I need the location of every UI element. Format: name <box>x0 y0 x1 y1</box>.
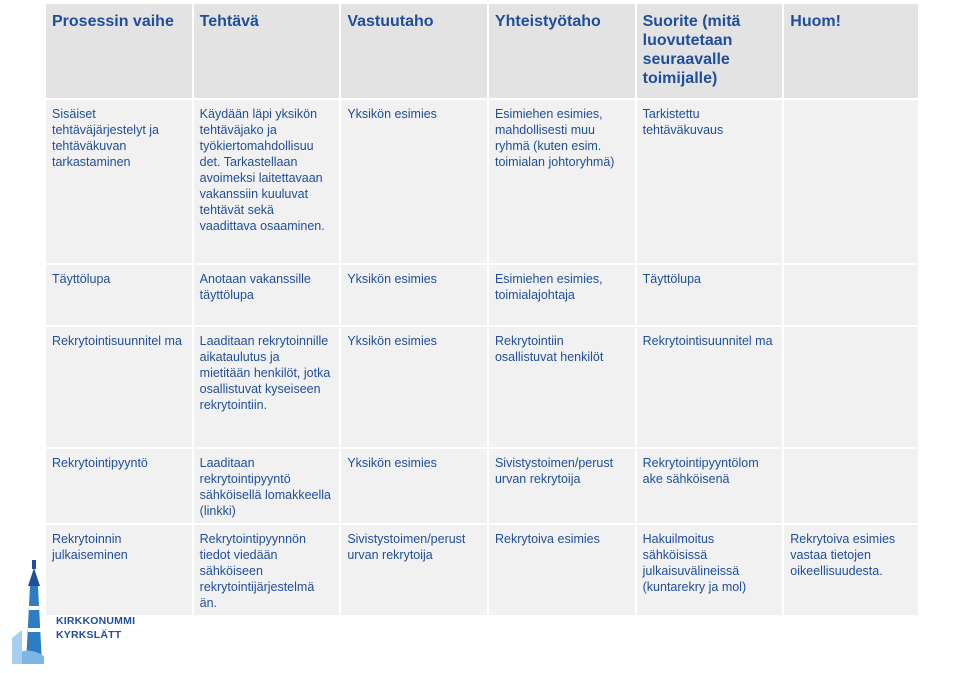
table-cell: Rekrytoiva esimies vastaa tietojen oikeellisuudesta. <box>784 525 918 615</box>
table-cell <box>784 100 918 263</box>
header-cell: Huom! <box>784 4 918 98</box>
table-cell: Tarkistettu tehtäväkuvaus <box>637 100 783 263</box>
logo-line-2: KYRKSLÄTT <box>56 629 122 641</box>
table-cell: Yksikön esimies <box>341 265 487 325</box>
table-cell: Yksikön esimies <box>341 449 487 523</box>
table-cell: Esimiehen esimies, mahdollisesti muu ryhmä (kuten esim. toimialan johtoryhmä) <box>489 100 635 263</box>
table-row <box>46 265 918 325</box>
table-cell: Rekrytoinnin julkaiseminen <box>46 525 192 615</box>
table-cell: Rekrytointisuunnitel ma <box>46 327 192 447</box>
table-cell <box>784 449 918 523</box>
lighthouse-icon <box>12 560 44 664</box>
table-cell: Täyttölupa <box>46 265 192 325</box>
table-cell: Sivistystoimen/perust urvan rekrytoija <box>341 525 487 615</box>
logo-line-1: KIRKKONUMMI <box>56 615 136 627</box>
table-row <box>46 327 918 447</box>
table-cell: Sisäiset tehtäväjärjestelyt ja tehtäväkuvan tarkastaminen <box>46 100 192 263</box>
kirkkonummi-logo <box>8 546 148 666</box>
table-cell: Käydään läpi yksikön tehtäväjako ja työkiertomahdollisuu det. Tarkastellaan avoimeksi laitettavaan vakanssiin kuuluvat tehtävät sekä vaadittava osaaminen. <box>194 100 340 263</box>
table-cell: Rekrytoiva esimies <box>489 525 635 615</box>
table-cell: Esimiehen esimies, toimialajohtaja <box>489 265 635 325</box>
table-cell: Hakuilmoitus sähköisissä julkaisuvälineissä (kuntarekry ja mol) <box>637 525 783 615</box>
header-cell: Yhteistyötaho <box>489 4 635 98</box>
table-cell <box>784 327 918 447</box>
table-cell: Rekrytointipyyntölom ake sähköisenä <box>637 449 783 523</box>
table-cell: Rekrytointisuunnitel ma <box>637 327 783 447</box>
table-cell: Yksikön esimies <box>341 327 487 447</box>
table-cell: Laaditaan rekrytointipyyntö sähköisellä lomakkeella (linkki) <box>194 449 340 523</box>
process-table <box>44 2 920 617</box>
table-row <box>46 525 918 615</box>
table-cell <box>784 265 918 325</box>
header-cell: Prosessin vaihe <box>46 4 192 98</box>
header-row <box>46 4 918 98</box>
header-cell: Suorite (mitä luovutetaan seuraavalle toimijalle) <box>637 4 783 98</box>
table-row <box>46 100 918 263</box>
header-cell: Vastuutaho <box>341 4 487 98</box>
table-cell: Rekrytointiin osallistuvat henkilöt <box>489 327 635 447</box>
table-row <box>46 449 918 523</box>
table-cell: Rekrytointipyyntö <box>46 449 192 523</box>
table-cell: Rekrytointipyynnön tiedot viedään sähköiseen rekrytointijärjestelmä än. <box>194 525 340 615</box>
table-cell: Sivistystoimen/perust urvan rekrytoija <box>489 449 635 523</box>
table-cell: Laaditaan rekrytoinnille aikataulutus ja mietitään henkilöt, jotka osallistuvat kyseiseen rekrytointiin. <box>194 327 340 447</box>
header-cell: Tehtävä <box>194 4 340 98</box>
logo-text <box>56 614 135 642</box>
table-cell: Yksikön esimies <box>341 100 487 263</box>
table-cell: Anotaan vakanssille täyttölupa <box>194 265 340 325</box>
table-cell: Täyttölupa <box>637 265 783 325</box>
